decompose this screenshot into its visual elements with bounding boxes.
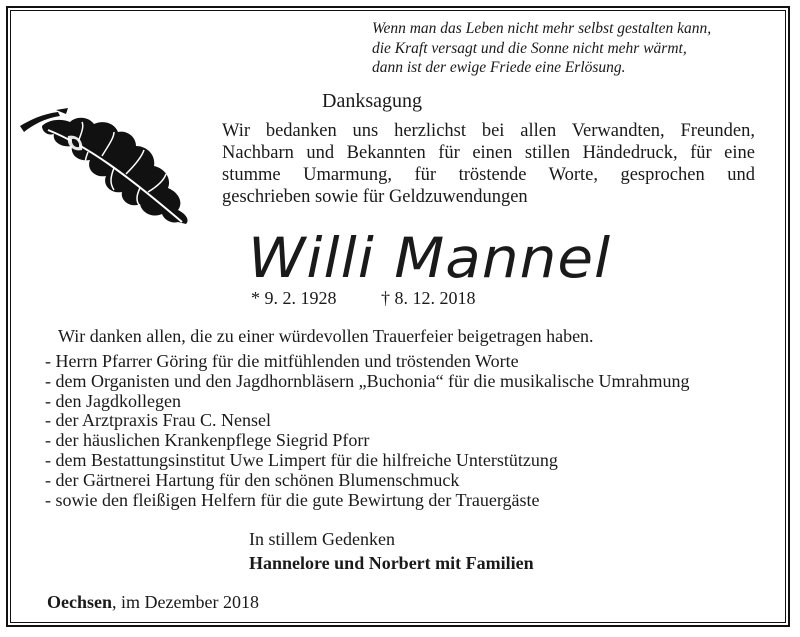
list-item: - sowie den fleißigen Helfern für die gute Bewirtung der Trauergäste (45, 489, 540, 510)
motto-verse (372, 19, 772, 78)
list-item: - den Jagdkollegen (45, 390, 181, 411)
closing-line: In stillem Gedenken (249, 529, 395, 549)
date-text: , im Dezember 2018 (112, 592, 259, 612)
thanks-line: Nachbarn und Bekannten für einen stillen Händedruck, für eine (222, 143, 755, 163)
list-item: - Herrn Pfarrer Göring für die mitfühlenden und tröstenden Worte (45, 351, 519, 371)
intro-text: Wir danken allen, die zu einer würdevollen Trauerfeier beigetragen haben. (58, 326, 594, 346)
place-date-line (47, 592, 259, 613)
list-item: - der Arztpraxis Frau C. Nensel (45, 410, 271, 431)
list-item: - der Gärtnerei Hartung für den schönen Blumenschmuck (45, 469, 460, 490)
death-date: † 8. 12. 2018 (381, 288, 476, 308)
motto-line: Wenn man das Leben nicht mehr selbst gestalten kann, (372, 20, 712, 37)
page-title: Danksagung (322, 90, 422, 112)
deceased-name: Willi Mannel (248, 225, 612, 291)
list-item: - der häuslichen Krankenpflege Siegrid Pforr (45, 430, 370, 451)
mourners-names: Hannelore und Norbert mit Familien (249, 553, 534, 573)
thanks-paragraph (222, 120, 755, 208)
list-item: - dem Bestattungsinstitut Uwe Limpert für die hilfreiche Unterstützung (45, 449, 558, 470)
motto-line: dann ist der ewige Friede eine Erlösung. (372, 59, 626, 76)
thanks-line: Wir bedanken uns herzlichst bei allen Verwandten, Freunden, (222, 121, 755, 141)
thanks-line: stumme Umarmung, für tröstende Worte, gesprochen und (222, 165, 755, 185)
motto-line: die Kraft versagt und die Sonne nicht mehr wärmt, (372, 39, 687, 57)
birth-date: * 9. 2. 1928 (251, 288, 337, 308)
list-item: - dem Organisten und den Jagdhornbläsern „Buchonia“ für die musikalische Umrahmung (45, 370, 690, 391)
place-name: Oechsen (47, 592, 112, 612)
closing-block (249, 527, 534, 575)
thanks-list (45, 352, 690, 510)
oak-leaf-icon (18, 106, 194, 226)
thanks-line: geschrieben sowie für Geldzuwendungen (222, 187, 528, 207)
